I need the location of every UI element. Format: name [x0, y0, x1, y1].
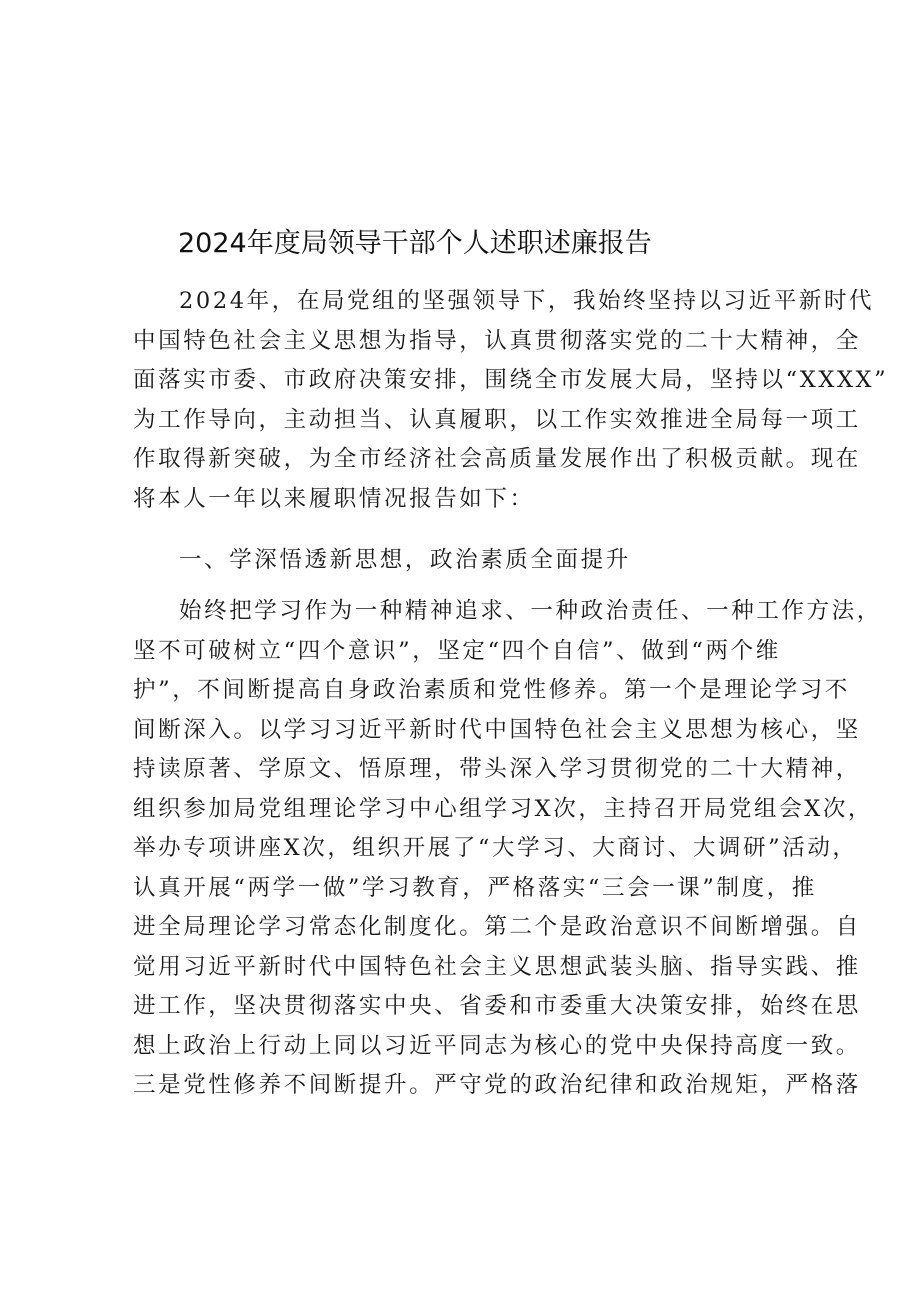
text-line: 举办专项讲座X次，组织开展了“大学习、大商讨、大调研”活动，: [133, 835, 858, 861]
text-line: 觉用习近平新时代中国特色社会主义思想武装头脑、指导实践、推: [133, 953, 861, 980]
text-line: 进全局理论学习常态化制度化。第二个是政治意识不间断增强。自: [133, 914, 861, 940]
text-line: 持读原著、学原文、悟原理，带头深入学习贯彻党的二十大精神，: [133, 756, 861, 782]
text-line: 三是党性修养不间断提升。严守党的政治纪律和政治规矩，严格落: [133, 1072, 861, 1098]
text-line: 间断深入。以学习习近平新时代中国特色社会主义思想为核心，坚: [133, 716, 861, 743]
text-line: 始终把学习作为一种精神追求、一种政治责任、一种工作方法，: [179, 598, 882, 624]
text-line: 护”，不间断提高自身政治素质和党性修养。第一个是理论学习不: [133, 677, 850, 703]
section-1-paragraph: [133, 592, 882, 1106]
document-title: 2024年度局领导干部个人述职述廉报告: [178, 228, 652, 259]
text-line: 进工作，坚决贯彻落实中央、省委和市委重大决策安排，始终在思: [133, 993, 861, 1019]
intro-paragraph: [133, 282, 889, 519]
text-line: 作取得新突破，为全市经济社会高质量发展作出了积极贡献。现在: [133, 446, 861, 472]
text-line: 中国特色社会主义思想为指导，认真贯彻落实党的二十大精神，全: [133, 327, 861, 354]
text-line: 想上政治上行动上同以习近平同志为核心的党中央保持高度一致。: [133, 1032, 861, 1059]
section-heading-text: 一、学深悟透新思想，政治素质全面提升: [179, 547, 631, 573]
text-line: 将本人一年以来履职情况报告如下：: [133, 485, 535, 512]
text-line: 坚不可破树立“四个意识”，坚定“四个自信”、做到“两个维: [133, 637, 781, 664]
text-line: 组织参加局党组理论学习中心组学习X次，主持召开局党组会X次，: [133, 795, 874, 822]
text-line: 为工作导向，主动担当、认真履职，以工作实效推进全局每一项工: [133, 406, 861, 433]
text-line: 面落实市委、市政府决策安排，围绕全市发展大局，坚持以“XXXX”: [133, 367, 889, 393]
text-line: 2024年，在局党组的坚强领导下，我始终坚持以习近平新时代: [179, 288, 875, 314]
section-heading: [133, 541, 803, 581]
text-line: 认真开展“两学一做”学习教育，严格落实“三会一课”制度，推: [133, 874, 817, 901]
